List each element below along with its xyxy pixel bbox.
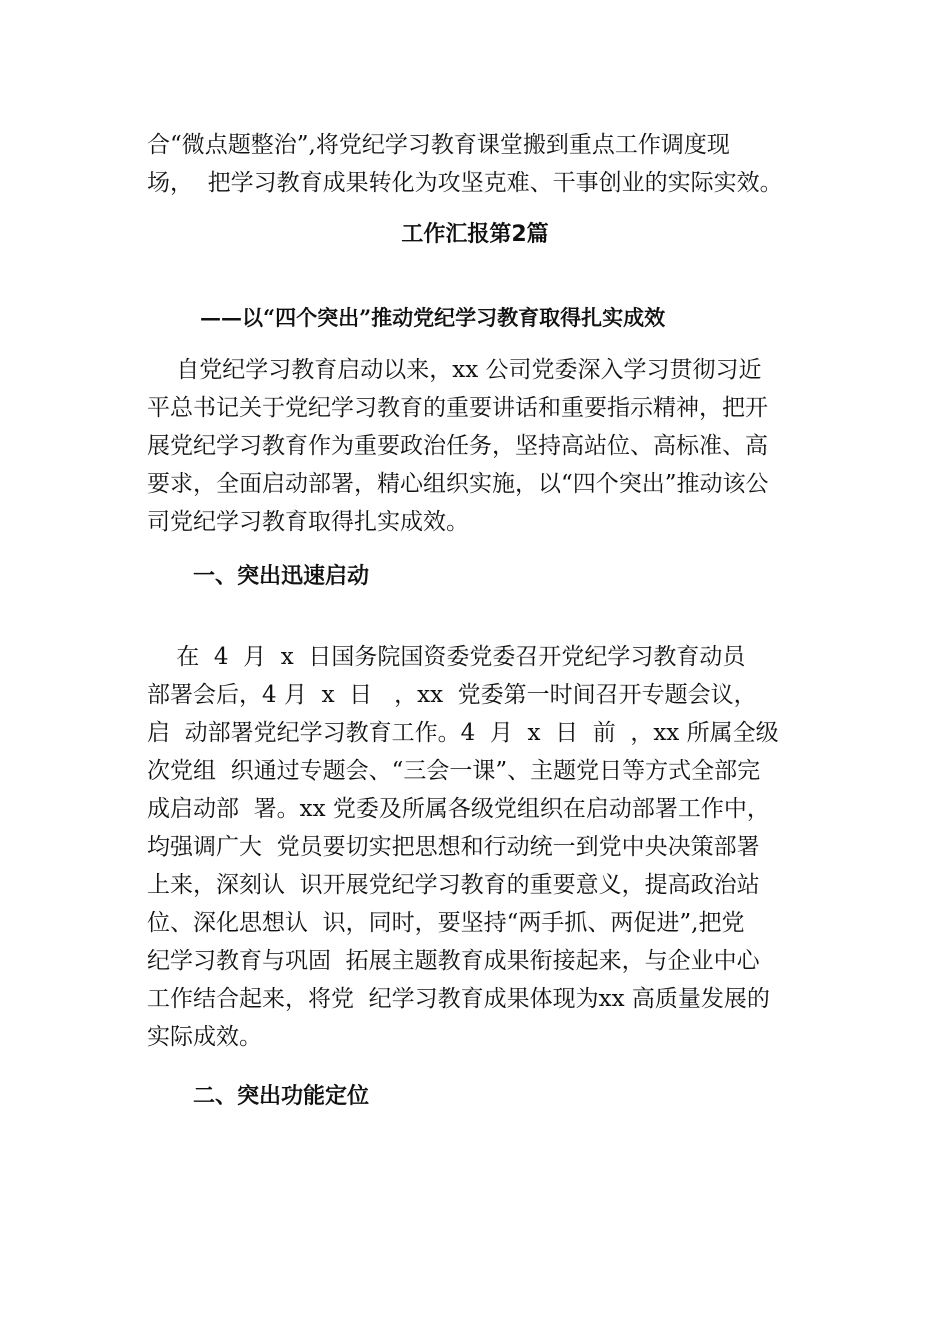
intro-line: 场， 把学习教育成果转化为攻坚克难、干事创业的实际实效。 (147, 170, 783, 196)
paragraph-line: 平总书记关于党纪学习教育的重要讲话和重要指示精神，把开 (147, 395, 768, 421)
paragraph-line: 司党纪学习教育取得扎实成效。 (147, 509, 469, 535)
paragraph-line: 部署会后，4 月 x 日 ，xx 党委第一时间召开专题会议， (147, 682, 757, 708)
section-heading-1: 一、突出迅速启动 (193, 564, 370, 589)
paragraph-line: 自党纪学习教育启动以来，xx 公司党委深入学习贯彻习近 (147, 357, 762, 383)
paragraph-line: 次党组 织通过专题会、“三会一课”、主题党日等方式全部完 (147, 758, 761, 784)
paragraph-line: 上来，深刻认 识开展党纪学习教育的重要意义，提高政治站 (147, 872, 760, 898)
paragraph-line: 纪学习教育与巩固 拓展主题教育成果衔接起来，与企业中心 (147, 948, 760, 974)
paragraph-line: 实际成效。 (147, 1024, 262, 1050)
paragraph-line: 位、深化思想认 识，同时，要坚持“两手抓、两促进”,把党 (147, 910, 745, 936)
document-subtitle: ——以“四个突出”推动党纪学习教育取得扎实成效 (200, 305, 666, 330)
paragraph-line: 成启动部 署。xx 党委及所属各级党组织在启动部署工作中， (147, 796, 770, 822)
intro-line: 合“微点题整治”,将党纪学习教育课堂搬到重点工作调度现 (147, 132, 730, 158)
paragraph-line: 在 4 月 x 日国务院国资委党委召开党纪学习教育动员 (147, 644, 746, 670)
section-heading-2: 二、突出功能定位 (193, 1084, 370, 1109)
paragraph-line: 工作结合起来，将党 纪学习教育成果体现为xx 高质量发展的 (147, 986, 770, 1012)
paragraph-line: 均强调广大 党员要切实把思想和行动统一到党中央决策部署 (147, 834, 760, 860)
paragraph-line: 要求，全面启动部署，精心组织实施，以“四个突出”推动该公 (147, 471, 769, 497)
paragraph-line: 启 动部署党纪学习教育工作。4 月 x 日 前 ，xx 所属全级 (147, 720, 779, 746)
document-title: 工作汇报第2篇 (401, 222, 549, 247)
paragraph-line: 展党纪学习教育作为重要政治任务，坚持高站位、高标准、高 (147, 433, 768, 459)
